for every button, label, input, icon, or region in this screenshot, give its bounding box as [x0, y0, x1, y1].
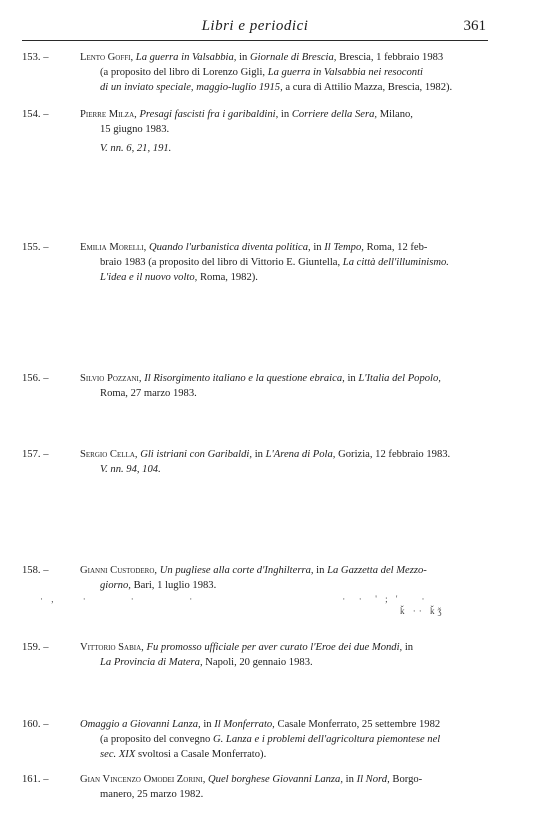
- entry-details: svoltosi a Casale Monferrato).: [137, 749, 267, 760]
- entry-number: 155. –: [22, 242, 49, 253]
- entry-details: Brescia, 1 febbraio 1983: [339, 52, 444, 63]
- entry-details: Milano,: [379, 109, 413, 120]
- entry-number: 158. –: [22, 565, 49, 576]
- entry-journal: giorno,: [100, 580, 131, 591]
- entry-book-title: di un inviato speciale, maggio-luglio 1915,: [100, 82, 283, 93]
- entry-title: Omaggio a Giovanni Lanza,: [80, 719, 201, 730]
- page-number: 361: [463, 18, 486, 34]
- entry-line: [80, 255, 510, 270]
- entry-in: in: [203, 719, 212, 730]
- entry-book-title: La guerra in Valsabbia nei resoconti: [267, 67, 423, 78]
- entry-note: (a proposito del convegno: [100, 734, 211, 745]
- entry-line: [80, 732, 510, 747]
- entry-line: [80, 578, 510, 593]
- entry-author: Emilia Morelli,: [80, 242, 147, 253]
- entry-details: Bari, 1 luglio 1983.: [133, 580, 217, 591]
- scan-speckle: · , · · · · · ' ; ' ·: [40, 594, 428, 604]
- entry-line: [80, 563, 510, 578]
- entry-in: in: [239, 52, 248, 63]
- entry-details: Napoli, 20 gennaio 1983.: [205, 657, 313, 668]
- entry-line: [80, 50, 510, 65]
- entry-line: [80, 447, 510, 462]
- entry-journal: Il Nord,: [356, 774, 390, 785]
- entry-line: 15 giugno 1983.: [100, 124, 170, 135]
- running-title: Libri e periodici: [201, 18, 309, 34]
- entry-conference-title: sec. XIX: [100, 749, 136, 760]
- entry-line: [80, 747, 510, 762]
- entry-book-title: L'idea e il nuovo volto,: [100, 272, 198, 283]
- entry-author: Silvio Pozzani,: [80, 373, 142, 384]
- entry-in: in: [280, 109, 290, 120]
- entry-line: [80, 107, 510, 122]
- entry-number: 161. –: [22, 774, 49, 785]
- entry-line: manero, 25 marzo 1982.: [100, 789, 204, 800]
- entry-line: [80, 717, 510, 732]
- entry-line: [80, 80, 510, 95]
- entry-details: Roma, 1982).: [199, 272, 258, 283]
- entry-title: Gli istriani con Garibaldi,: [140, 449, 253, 460]
- entry-in: in: [345, 774, 354, 785]
- entry-number: 159. –: [22, 642, 49, 653]
- entry-in: in: [404, 642, 414, 653]
- entry-conference-title: G. Lanza e i problemi dell'agricoltura piemontese nel: [212, 734, 441, 745]
- entry-number: 156. –: [22, 373, 49, 384]
- entry-line: [80, 240, 510, 255]
- entry-details: Borgo-: [392, 774, 423, 785]
- entry-journal: Il Tempo,: [324, 242, 364, 253]
- entry-details: a cura di Attilio Mazza, Brescia, 1982).: [285, 82, 453, 93]
- entry-journal: L'Arena di Pola,: [265, 449, 336, 460]
- entry-line: [80, 640, 510, 655]
- entry-details: Casale Monferrato, 25 settembre 1982: [277, 719, 441, 730]
- entry-journal: Il Monferrato,: [214, 719, 275, 730]
- entry-in: in: [347, 373, 356, 384]
- page-header: [22, 16, 488, 41]
- entry-line: Roma, 27 marzo 1983.: [100, 388, 197, 399]
- entry-line: [80, 772, 510, 787]
- entry-title: Quel borghese Giovanni Lanza,: [208, 774, 343, 785]
- entry-journal: Giornale di Brescia,: [250, 52, 337, 63]
- entry-in: in: [313, 242, 322, 253]
- entry-author: Gian Vincenzo Omodei Zorini,: [80, 774, 206, 785]
- entry-title: Fu promosso ufficiale per aver curato l'Eroe dei due Mondi,: [146, 642, 403, 653]
- entry-details: Roma, 12 feb-: [366, 242, 428, 253]
- entry-title: Presagi fascisti fra i garibaldini,: [139, 109, 279, 120]
- entry-author: Lento Goffi,: [80, 52, 134, 63]
- entry-number: 154. –: [22, 109, 49, 120]
- entry-journal: La Gazzetta del Mezzo-: [327, 565, 427, 576]
- entry-author: Gianni Custodero,: [80, 565, 158, 576]
- entry-title: La guerra in Valsabbia,: [135, 52, 237, 63]
- entry-line: [80, 371, 510, 386]
- entry-number: 157. –: [22, 449, 49, 460]
- entry-title: Il Risorgimento italiano e la questione ebraica,: [144, 373, 345, 384]
- entry-line: [80, 65, 510, 80]
- entry-details: Gorizia, 12 febbraio 1983.: [338, 449, 451, 460]
- entry-title: Un pugliese alla corte d'Inghilterra,: [159, 565, 314, 576]
- entry-note: (a proposito del libro di Lorenzo Gigli,: [100, 67, 266, 78]
- entry-line: [80, 655, 510, 670]
- entry-line: [80, 270, 510, 285]
- entry-author: Vittorio Sabia,: [80, 642, 144, 653]
- scan-speckle: ǩ ·· ǩǯ: [400, 606, 445, 616]
- entry-book-title: La città dell'illuminismo.: [342, 257, 449, 268]
- cross-reference: V. nn. 94, 104.: [100, 464, 161, 475]
- entry-title: Quando l'urbanistica diventa politica,: [148, 242, 311, 253]
- entry-journal: Corriere della Sera,: [291, 109, 378, 120]
- entry-in: in: [316, 565, 325, 576]
- entry-author: Sergio Cella,: [80, 449, 138, 460]
- entry-in: in: [254, 449, 263, 460]
- entry-author: Pierre Milza,: [80, 109, 137, 120]
- entry-journal: L'Italia del Popolo,: [358, 373, 441, 384]
- entry-note: braio 1983 (a proposito del libro di Vittorio E. Giuntella,: [100, 257, 341, 268]
- entry-number: 160. –: [22, 719, 49, 730]
- entry-number: 153. –: [22, 52, 49, 63]
- entry-journal: La Provincia di Matera,: [100, 657, 203, 668]
- cross-reference: V. nn. 6, 21, 191.: [100, 143, 172, 154]
